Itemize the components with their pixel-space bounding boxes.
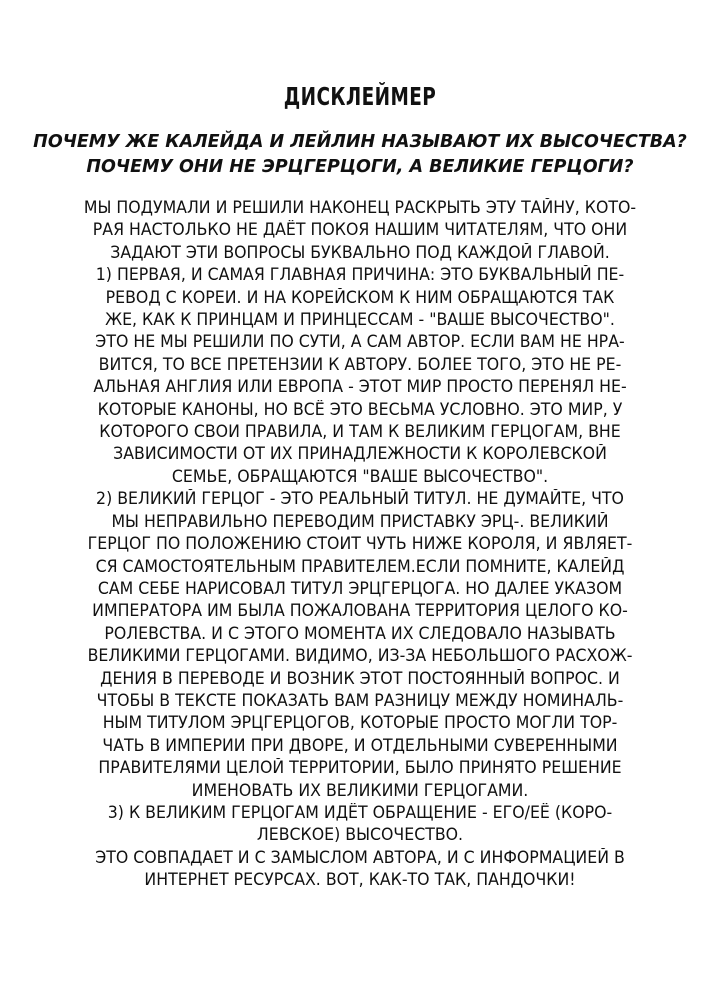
body-line: ИМЕНОВАТЬ ИХ ВЕЛИКИМИ ГЕРЦОГАМИ. <box>191 780 529 800</box>
body-line: СЯ САМОСТОЯТЕЛЬНЫМ ПРАВИТЕЛЕМ.ЕСЛИ ПОМНИТЕ, КАЛЕЙД <box>95 556 625 576</box>
body-line: МЫ НЕПРАВИЛЬНО ПЕРЕВОДИМ ПРИСТАВКУ ЭРЦ-. ВЕЛИКИЙ <box>111 511 609 531</box>
body-line: ДЕНИЯ В ПЕРЕВОДЕ И ВОЗНИК ЭТОТ ПОСТОЯННЫЙ ВОПРОС. И <box>100 668 620 688</box>
body-line: ЗАВИСИМОСТИ ОТ ИХ ПРИНАДЛЕЖНОСТИ К КОРОЛЕВСКОЙ <box>113 444 607 464</box>
body-line: РОЛЕВСТВА. И С ЭТОГО МОМЕНТА ИХ СЛЕДОВАЛО НАЗЫВАТЬ <box>104 623 616 643</box>
body-line: РЕВОД С КОРЕИ. И НА КОРЕЙСКОМ К НИМ ОБРАЩАЮТСЯ ТАК <box>105 287 615 307</box>
body-line: ВЕЛИКИМИ ГЕРЦОГАМИ. ВИДИМО, ИЗ-ЗА НЕБОЛЬШОГО РАСХОЖ- <box>87 646 633 666</box>
body-line: ЭТО НЕ МЫ РЕШИЛИ ПО СУТИ, А САМ АВТОР. ЕСЛИ ВАМ НЕ НРА- <box>95 332 625 352</box>
body-line: ЧТОБЫ В ТЕКСТЕ ПОКАЗАТЬ ВАМ РАЗНИЦУ МЕЖДУ НОМИНАЛЬ- <box>96 690 624 710</box>
body-line: ГЕРЦОГ ПО ПОЛОЖЕНИЮ СТОИТ ЧУТЬ НИЖЕ КОРОЛЯ, И ЯВЛЯЕТ- <box>87 534 633 554</box>
question-line: ПОЧЕМУ ЖЕ КАЛЕЙДА И ЛЕЙЛИН НАЗЫВАЮТ ИХ ВЫСОЧЕСТВА? <box>33 132 687 152</box>
body-line: МЫ ПОДУМАЛИ И РЕШИЛИ НАКОНЕЦ РАСКРЫТЬ ЭТУ ТАЙНУ, КОТО- <box>83 198 637 217</box>
body-line: ЖЕ, КАК К ПРИНЦАМ И ПРИНЦЕССАМ - "ВАШЕ ВЫСОЧЕСТВО". <box>105 310 615 330</box>
body-text <box>14 197 706 892</box>
body-line: КОТОРЫЕ КАНОНЫ, НО ВСЁ ЭТО ВЕСЬМА УСЛОВНО. ЭТО МИР, У <box>97 399 623 419</box>
body-line: ЗАДАЮТ ЭТИ ВОПРОСЫ БУКВАЛЬНО ПОД КАЖДОЙ ГЛАВОЙ. <box>110 242 610 262</box>
body-line: КОТОРОГО СВОИ ПРАВИЛА, И ТАМ К ВЕЛИКИМ ГЕРЦОГАМ, ВНЕ <box>99 422 621 442</box>
body-line: ЭТО СОВПАДАЕТ И С ЗАМЫСЛОМ АВТОРА, И С ИНФОРМАЦИЕЙ В <box>95 847 625 867</box>
body-line: РАЯ НАСТОЛЬКО НЕ ДАЁТ ПОКОЯ НАШИМ ЧИТАТЕЛЯМ, ЧТО ОНИ <box>92 220 628 240</box>
question-line: ПОЧЕМУ ОНИ НЕ ЭРЦГЕРЦОГИ, А ВЕЛИКИЕ ГЕРЦОГИ? <box>86 157 634 177</box>
body-line: ВИТСЯ, ТО ВСЕ ПРЕТЕНЗИИ К АВТОРУ. БОЛЕЕ ТОГО, ЭТО НЕ РЕ- <box>98 354 622 374</box>
body-line: ЛЕВСКОЕ) ВЫСОЧЕСТВО. <box>256 825 464 845</box>
body-line: СЕМЬЕ, ОБРАЩАЮТСЯ "ВАШЕ ВЫСОЧЕСТВО". <box>171 466 549 486</box>
body-line: 3) К ВЕЛИКИМ ГЕРЦОГАМ ИДЁТ ОБРАЩЕНИЕ - ЕГО/ЕЁ (КОРО- <box>107 802 613 822</box>
body-line: 2) ВЕЛИКИЙ ГЕРЦОГ - ЭТО РЕАЛЬНЫЙ ТИТУЛ. НЕ ДУМАЙТЕ, ЧТО <box>96 489 624 509</box>
question-block <box>20 130 700 180</box>
body-line: ИМПЕРАТОРА ИМ БЫЛА ПОЖАЛОВАНА ТЕРРИТОРИЯ ЦЕЛОГО КО- <box>92 601 628 621</box>
page-title: ДИСКЛЕЙМЕР <box>283 82 437 111</box>
body-line: ЧАТЬ В ИМПЕРИИ ПРИ ДВОРЕ, И ОТДЕЛЬНЫМИ СУВЕРЕННЫМИ <box>102 735 618 755</box>
body-line: ПРАВИТЕЛЯМИ ЦЕЛОЙ ТЕРРИТОРИИ, БЫЛО ПРИНЯТО РЕШЕНИЕ <box>98 758 622 778</box>
body-line: ИНТЕРНЕТ РЕСУРСАХ. ВОТ, КАК-ТО ТАК, ПАНДОЧКИ! <box>144 870 576 890</box>
body-line: САМ СЕБЕ НАРИСОВАЛ ТИТУЛ ЭРЦГЕРЦОГА. НО ДАЛЕЕ УКАЗОМ <box>97 578 623 598</box>
body-line: АЛЬНАЯ АНГЛИЯ ИЛИ ЕВРОПА - ЭТОТ МИР ПРОСТО ПЕРЕНЯЛ НЕ- <box>93 377 627 397</box>
body-line: НЫМ ТИТУЛОМ ЭРЦГЕРЦОГОВ, КОТОРЫЕ ПРОСТО МОГЛИ ТОР- <box>102 713 618 733</box>
body-line: 1) ПЕРВАЯ, И САМАЯ ГЛАВНАЯ ПРИЧИНА: ЭТО БУКВАЛЬНЫЙ ПЕ- <box>95 265 625 285</box>
